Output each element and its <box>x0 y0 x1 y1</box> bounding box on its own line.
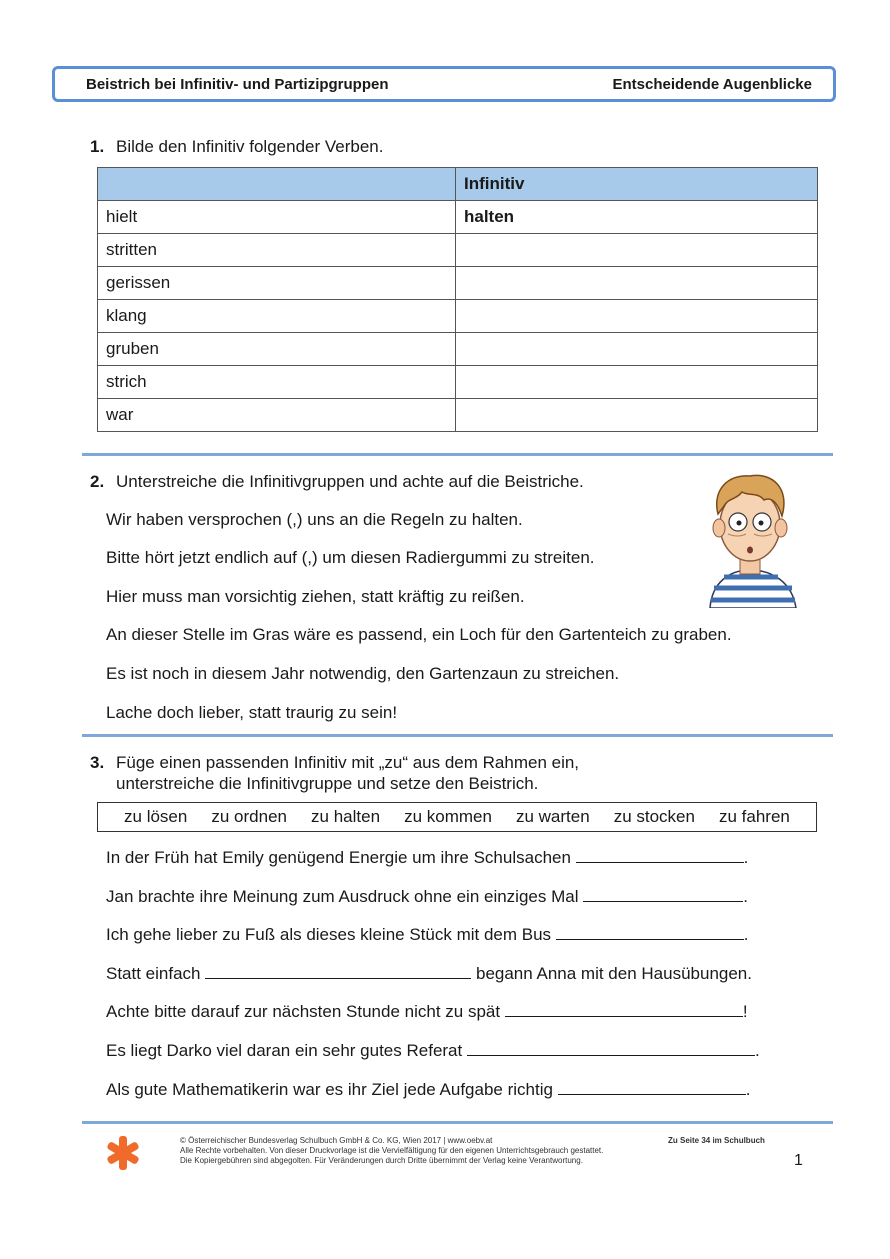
sentence-text: In der Früh hat Emily genügend Energie um ihre Schulsachen <box>106 848 571 867</box>
task2-instruction: Unterstreiche die Infinitivgruppen und achte auf die Beistriche. <box>116 472 584 491</box>
task3-sentence <box>106 925 749 945</box>
infinitive-cell[interactable] <box>456 366 818 399</box>
sentence-end: . <box>754 1041 760 1060</box>
answer-blank[interactable] <box>576 848 744 863</box>
sentence-text: Als gute Mathematikerin war es ihr Ziel jede Aufgabe richtig <box>106 1080 553 1099</box>
table-row <box>98 201 818 234</box>
infinitive-cell[interactable] <box>456 333 818 366</box>
sentence-text: Achte bitte darauf zur nächsten Stunde nicht zu spät <box>106 1002 501 1021</box>
sentence-text: Ich gehe lieber zu Fuß als dieses kleine Stück mit dem Bus <box>106 925 552 944</box>
table-header-cell: Infinitiv <box>456 168 818 201</box>
infinitive-cell[interactable]: halten <box>456 201 818 234</box>
verb-cell: gerissen <box>98 267 456 300</box>
header-chapter: Entscheidende Augenblicke <box>612 76 812 93</box>
infinitive-cell[interactable] <box>456 300 818 333</box>
word-option: zu stocken <box>613 807 695 826</box>
sentence-end: . <box>743 925 749 944</box>
task2-sentence: Lache doch lieber, statt traurig zu sein! <box>106 703 398 722</box>
sentence-end: begann Anna mit den Hausübungen. <box>475 964 752 983</box>
infinitive-cell[interactable] <box>456 234 818 267</box>
table-row <box>98 399 818 432</box>
table-header-row <box>98 168 818 201</box>
sentence-end: . <box>745 1080 751 1099</box>
publisher-logo-icon <box>104 1134 142 1172</box>
footer-book-reference: Zu Seite 34 im Schulbuch <box>668 1136 765 1145</box>
verb-cell: gruben <box>98 333 456 366</box>
infinitive-cell[interactable] <box>456 399 818 432</box>
answer-blank[interactable] <box>583 887 743 902</box>
task3-sentence <box>106 887 748 907</box>
table-row <box>98 366 818 399</box>
sentence-text: Statt einfach <box>106 964 201 983</box>
sentence-end: . <box>743 848 749 867</box>
worried-boy-illustration <box>692 470 808 608</box>
task1-number: 1. <box>90 137 105 156</box>
task1-instruction: Bilde den Infinitiv folgender Verben. <box>116 137 384 156</box>
section-divider <box>82 453 833 456</box>
table-row <box>98 300 818 333</box>
sentence-text: Jan brachte ihre Meinung zum Ausdruck ohne ein einziges Mal <box>106 887 579 906</box>
verb-cell: war <box>98 399 456 432</box>
footer-copyright: © Österreichischer Bundesverlag Schulbuch GmbH & Co. KG, Wien 2017 | www.oebv.at <box>180 1136 493 1145</box>
verb-cell: strich <box>98 366 456 399</box>
infinitive-table <box>97 167 818 432</box>
task2-title <box>90 472 584 492</box>
word-option: zu warten <box>515 807 590 826</box>
table-header-cell <box>98 168 456 201</box>
infinitive-cell[interactable] <box>456 267 818 300</box>
answer-blank[interactable] <box>205 964 471 979</box>
task3-sentence <box>106 1080 750 1100</box>
footer-divider <box>82 1121 833 1124</box>
task3-instruction-line1: Füge einen passenden Infinitiv mit „zu“ aus dem Rahmen ein, <box>116 753 580 772</box>
task3-sentence <box>106 1002 748 1022</box>
word-option: zu fahren <box>719 807 790 826</box>
task3-sentence <box>106 964 752 984</box>
task2-sentence: Bitte hört jetzt endlich auf (,) um diesen Radiergummi zu streiten. <box>106 548 595 567</box>
task2-sentence: Hier muss man vorsichtig ziehen, statt kräftig zu reißen. <box>106 587 525 606</box>
answer-blank[interactable] <box>556 925 744 940</box>
task3-sentence <box>106 848 748 868</box>
footer-disclaimer: Die Kopiergebühren sind abgegolten. Für Veränderungen durch Dritte übernimmt der Verlag keine Verantwortung. <box>180 1156 583 1165</box>
table-row <box>98 267 818 300</box>
task2-number: 2. <box>90 472 105 491</box>
answer-blank[interactable] <box>558 1080 746 1095</box>
sentence-end: ! <box>742 1002 748 1021</box>
verb-cell: klang <box>98 300 456 333</box>
task2-sentence: Wir haben versprochen (,) uns an die Regeln zu halten. <box>106 510 523 529</box>
word-option: zu kommen <box>404 807 492 826</box>
task2-sentence: Es ist noch in diesem Jahr notwendig, den Gartenzaun zu streichen. <box>106 664 620 683</box>
verb-cell: stritten <box>98 234 456 267</box>
table-row <box>98 234 818 267</box>
task3-sentence <box>106 1041 760 1061</box>
header-topic: Beistrich bei Infinitiv- und Partizipgruppen <box>86 76 389 93</box>
verb-cell: hielt <box>98 201 456 234</box>
task3-number: 3. <box>90 753 105 772</box>
page-number: 1 <box>794 1152 803 1169</box>
table-row <box>98 333 818 366</box>
footer-rights: Alle Rechte vorbehalten. Von dieser Druckvorlage ist die Vervielfältigung für den eigenen Unterrichtsgebrauch gestattet. <box>180 1146 604 1155</box>
answer-blank[interactable] <box>505 1002 743 1017</box>
section-divider <box>82 734 833 737</box>
word-option: zu halten <box>311 807 381 826</box>
word-option: zu lösen <box>124 807 188 826</box>
task2-sentence: An dieser Stelle im Gras wäre es passend, ein Loch für den Gartenteich zu graben. <box>106 625 732 644</box>
sentence-end: . <box>743 887 748 906</box>
answer-blank[interactable] <box>467 1041 755 1056</box>
task3-instruction-line2: unterstreiche die Infinitivgruppe und setze den Beistrich. <box>116 774 539 793</box>
task1-title <box>90 137 383 157</box>
task3-title <box>90 752 579 794</box>
word-bank <box>97 802 817 832</box>
word-option: zu ordnen <box>211 807 287 826</box>
sentence-text: Es liegt Darko viel daran ein sehr gutes Referat <box>106 1041 463 1060</box>
